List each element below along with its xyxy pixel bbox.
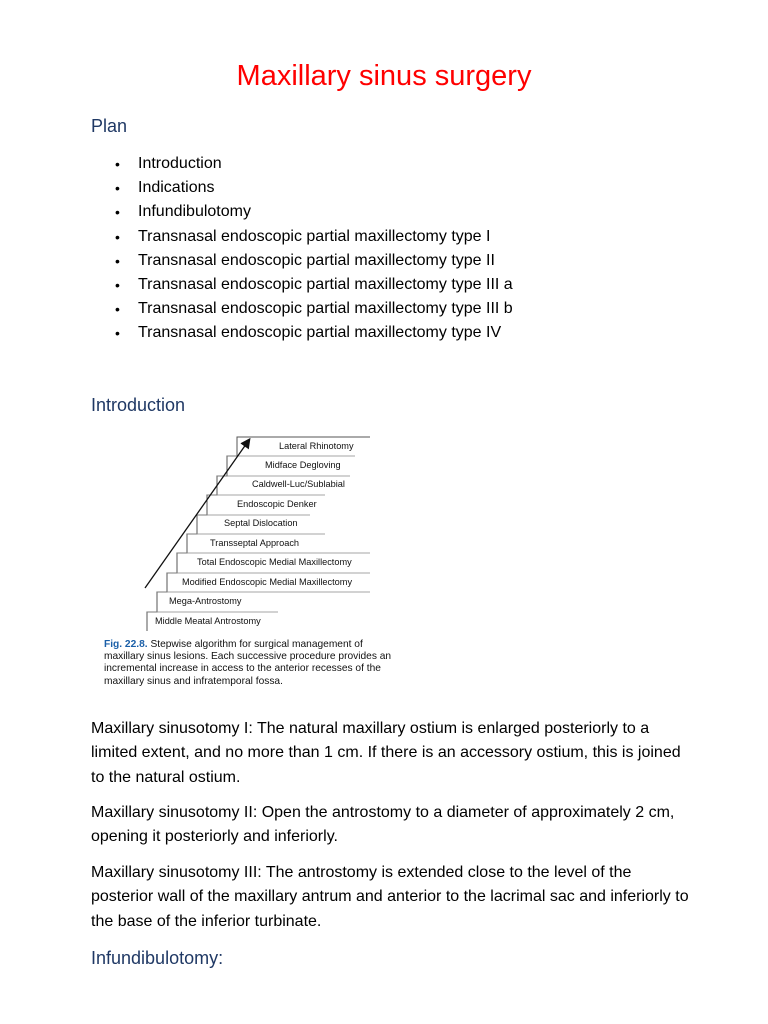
paragraph: Maxillary sinusotomy I: The natural maxillary ostium is enlarged posteriorly to a limited extent, and no more than 1 cm. If there is an accessory ostium, this is joined to the natural ostium. (91, 720, 681, 786)
infundibulotomy-heading: Infundibulotomy: (91, 948, 224, 968)
plan-list (91, 152, 513, 346)
step-label: Transseptal Approach (210, 538, 300, 548)
list-item: • Infundibulotomy (91, 200, 513, 224)
bullet-icon: • (115, 252, 120, 269)
list-item: • Indications (91, 176, 513, 200)
page-title: Maxillary sinus surgery (236, 60, 532, 92)
bullet-icon: • (115, 180, 120, 197)
bullet-icon: • (115, 204, 120, 221)
introduction-heading: Introduction (91, 395, 186, 415)
paragraph: Maxillary sinusotomy III: The antrostomy is extended close to the level of the posterior wall of the maxillary antrum and anterior to the lacrimal sac and inferiorly to the base of the inferior turbinate. (91, 864, 689, 930)
step-label: Septal Dislocation (224, 518, 298, 528)
list-item: • Introduction (91, 152, 513, 176)
figure-caption (104, 639, 404, 688)
bullet-icon: • (115, 277, 120, 294)
bullet-icon: • (115, 156, 120, 172)
list-item: • Transnasal endoscopic partial maxillectomy type I (91, 225, 513, 249)
paragraph: Maxillary sinusotomy II: Open the antrostomy to a diameter of approximately 2 cm, opening it posteriorly and inferiorly. (91, 804, 675, 846)
bullet-icon: • (115, 228, 120, 245)
list-item: • Transnasal endoscopic partial maxillectomy type IV (91, 321, 513, 345)
list-item: • Transnasal endoscopic partial maxillectomy type II (91, 249, 513, 273)
step-label: Modified Endoscopic Medial Maxillectomy (182, 577, 353, 587)
step-label: Total Endoscopic Medial Maxillectomy (197, 557, 352, 567)
bullet-icon: • (115, 301, 120, 318)
step-label: Lateral Rhinotomy (279, 441, 354, 451)
step-label: Midface Degloving (265, 460, 341, 470)
list-item: • Transnasal endoscopic partial maxillectomy type III b (91, 297, 513, 321)
stepwise-figure (100, 432, 420, 698)
step-label: Mega-Antrostomy (169, 596, 242, 606)
step-label: Middle Meatal Antrostomy (155, 616, 261, 626)
step-label: Caldwell-Luc/Sublabial (252, 479, 345, 489)
caption-text: Stepwise algorithm for surgical management of maxillary sinus lesions. Each successive procedure provides an incremental increase in access to the anterior recesses of the maxillary sinus and infratemporal fossa. (104, 639, 392, 687)
figure-number: Fig. 22.8. (104, 639, 148, 650)
step-label: Endoscopic Denker (237, 499, 317, 509)
list-item: • Transnasal endoscopic partial maxillectomy type III a (91, 273, 513, 297)
bullet-icon: • (115, 325, 120, 342)
staircase-diagram (100, 432, 420, 642)
plan-heading: Plan (91, 116, 128, 136)
